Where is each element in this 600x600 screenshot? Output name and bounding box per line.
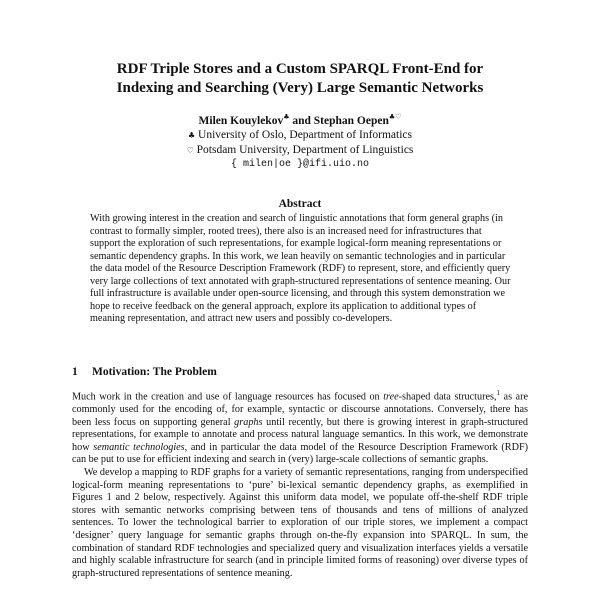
footnote-marker-1: 1 <box>496 389 501 397</box>
section-1-heading <box>72 366 532 378</box>
affiliation-1 <box>60 128 540 143</box>
p1-text-b: -shaped data structures, <box>398 391 497 403</box>
abstract-heading: Abstract <box>278 198 322 210</box>
p1-emph-graphs: graphs <box>234 416 263 428</box>
affiliation-2-mark: ♡ <box>186 145 194 155</box>
abstract-text: With growing interest in the creation and search of linguistic annotations that form general graphs (in contrast to formally simpler, rooted trees), there also is an increased need for infrastructures that support the exploration of such representations, for example logical-form meaning representations or semantic dependency graphs. In this work, we lean heavily on semantic technologies and in particular the data model of the Resource Description Framework (RDF) to represent, store, and efficiently query very large collections of text annotated with graph-structured representations of sentence meaning. Our full infrastructure is available under open-source licensing, and through this system demonstration we hope to receive feedback on the general approach, explore its application to additional types of meaning representation, and attract new users and possibly co-developers. <box>90 213 511 324</box>
section-1-title: Motivation: The Problem <box>92 366 217 378</box>
author-2-mark: ♣♡ <box>388 113 402 121</box>
author-email: { milen|oe }@ifi.uio.no <box>230 158 370 170</box>
affiliation-2 <box>60 143 540 158</box>
paragraph-2: We develop a mapping to RDF graphs for a variety of semantic representations, ranging from underspecified logical-form meaning representations to ‘pure’ bi-lexical semantic dependency graphs, as exemplified in Figures 1 and 2 below, respectively. Against this uniform data model, we populate off-the-shelf RDF triple stores with semantic networks comprising between tens of thousands and tens of millions of analyzed sentences. To lower the technological barrier to exploration of our triple stores, we implement a compact ‘designer’ query language for semantic graphs through on-the-fly expansion into SPARQL. In sum, the combination of standard RDF technologies and specialized query and visualization interfaces yields a versatile and highly scalable infrastructure for search (and in principle limited forms of reasoning) over diverse types of graph-structured representations of sentence meaning. <box>72 466 528 579</box>
affiliation-2-text: Potsdam University, Department of Linguistics <box>196 143 414 156</box>
affiliation-1-text: University of Oslo, Department of Informatics <box>198 128 413 141</box>
p1-text-d: until recently, but there is growing interest in graph-structured representations, for example to annotate and process natural language semantics. In this work, we demonstrate how <box>72 416 528 453</box>
author-1: Milen Kouylekov <box>198 114 284 127</box>
author-connector: and <box>289 114 314 127</box>
abstract-body <box>90 213 513 326</box>
paper-title <box>60 60 540 98</box>
title-line-2: Indexing and Searching (Very) Large Semantic Networks <box>116 80 484 96</box>
section-1-body <box>72 387 528 580</box>
author-1-mark: ♣ <box>283 113 290 121</box>
title-line-1: RDF Triple Stores and a Custom SPARQL Front-End for <box>116 61 484 77</box>
affiliation-1-mark: ♣ <box>187 130 196 140</box>
p1-emph-semantic-technologies: semantic technologies <box>93 441 185 453</box>
author-block <box>60 110 540 172</box>
p1-text-e: , and in particular the data model of the Resource Description Framework (RDF) can be put to use for efficient indexing and search in (very) large-scale collections of semantic graphs. <box>72 441 529 466</box>
p1-emph-tree: tree <box>383 391 399 403</box>
author-names <box>60 110 540 128</box>
section-1-number: 1 <box>72 366 78 378</box>
p1-text-c: as are commonly used for the encoding of, for example, syntactic or discourse annotations. Conversely, there has been less focus on supporting general <box>72 391 528 428</box>
paragraph-1 <box>72 387 528 467</box>
author-2: Stephan Oepen <box>313 114 389 127</box>
p1-text-a: Much work in the creation and use of language resources has focused on <box>72 391 384 403</box>
